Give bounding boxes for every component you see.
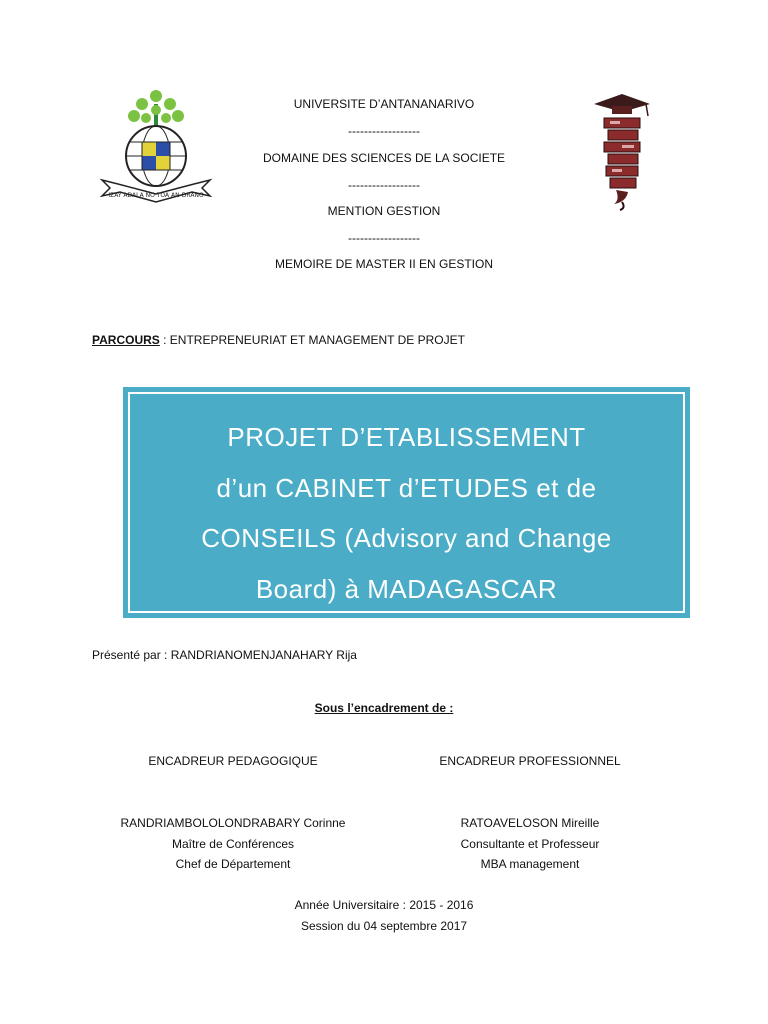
thesis-title-line: CONSEILS (Advisory and Change (201, 523, 612, 553)
professional-title: Consultante et Professeur (460, 837, 600, 851)
pedagogical-position: Chef de Département (175, 857, 291, 871)
university-name: UNIVERSITE D’ANTANANARIVO (293, 97, 475, 111)
parcours-value: : ENTREPRENEURIAT ET MANAGEMENT DE PROJET (159, 333, 465, 347)
thesis-title-frame (128, 392, 685, 613)
department-logo (586, 88, 656, 212)
separator: ------------------ (348, 124, 420, 138)
professional-name: RATOAVELOSON Mireille (460, 816, 600, 830)
thesis-title-line: Board) à MADAGASCAR (255, 574, 558, 604)
pedagogical-role: ENCADREUR PEDAGOGIQUE (148, 754, 318, 768)
professional-position: MBA management (480, 857, 580, 871)
thesis-title-box (123, 387, 690, 618)
parcours-label: PARCOURS (92, 333, 160, 347)
supervision-heading: Sous l’encadrement de : (314, 701, 454, 715)
logo-motto: IZAY ADALA NO TOA AN-DRANO (108, 192, 204, 199)
memoire-title: MEMOIRE DE MASTER II EN GESTION (274, 257, 494, 271)
separator: ------------------ (348, 231, 420, 245)
domain-name: DOMAINE DES SCIENCES DE LA SOCIETE (262, 151, 506, 165)
academic-year: Année Universitaire : 2015 - 2016 (294, 898, 474, 912)
separator: ------------------ (348, 178, 420, 192)
pedagogical-title: Maître de Conférences (171, 837, 295, 851)
thesis-title-line: PROJET D’ETABLISSEMENT (227, 422, 586, 452)
parcours-line (92, 332, 465, 348)
professional-role: ENCADREUR PROFESSIONNEL (439, 754, 621, 768)
university-logo (98, 88, 214, 214)
presented-by: Présenté par : RANDRIANOMENJANAHARY Rija (92, 648, 357, 662)
mention-name: MENTION GESTION (327, 204, 441, 218)
pedagogical-name: RANDRIAMBOLOLONDRABARY Corinne (120, 816, 346, 830)
session-date: Session du 04 septembre 2017 (300, 919, 468, 933)
thesis-title-line: d’un CABINET d’ETUDES et de (216, 473, 597, 503)
